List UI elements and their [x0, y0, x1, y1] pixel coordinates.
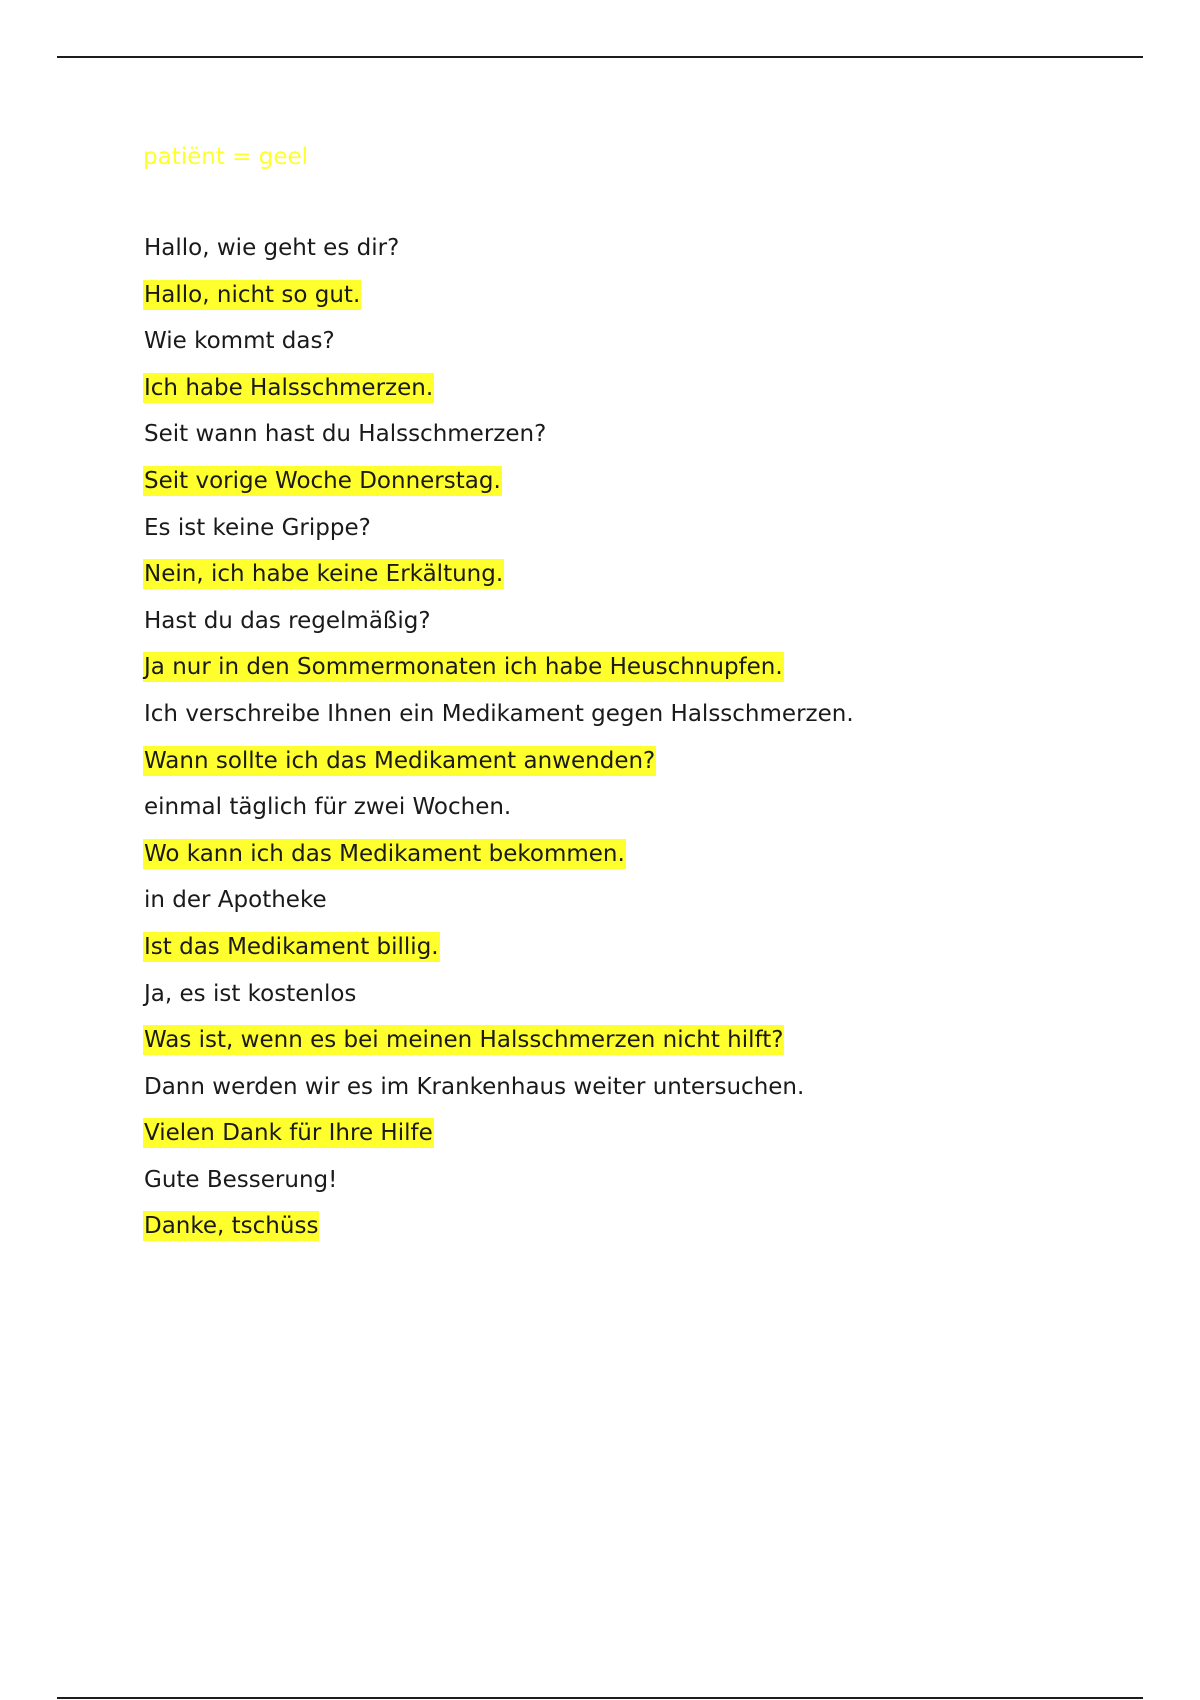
dialogue-text: Nein, ich habe keine Erkältung.: [144, 561, 504, 588]
dialogue-line: [143, 792, 855, 839]
dialogue-line: [143, 1025, 855, 1072]
dialogue-text: Wo kann ich das Medikament bekommen.: [144, 840, 625, 867]
dialogue-line: [143, 466, 855, 513]
dialogue-text: Seit vorige Woche Donnerstag.: [144, 467, 501, 494]
dialogue-line: [143, 326, 855, 373]
dialogue-text: einmal täglich für zwei Wochen.: [144, 794, 512, 821]
dialogue-text: Seit wann hast du Halsschmerzen?: [144, 421, 547, 448]
dialogue-text: Es ist keine Grippe?: [144, 514, 371, 541]
bottom-rule: [57, 1697, 1143, 1699]
dialogue-line: [143, 1072, 855, 1119]
dialogue-line: [143, 839, 855, 886]
dialogue-line: [143, 280, 855, 327]
dialogue-line: [143, 885, 855, 932]
dialogue-text: Ich habe Halsschmerzen.: [144, 374, 434, 401]
dialogue-text: Vielen Dank für Ihre Hilfe: [144, 1120, 433, 1147]
dialogue-line: [143, 746, 855, 793]
dialogue-line: [143, 233, 855, 280]
dialogue-text: Ist das Medikament billig.: [144, 933, 439, 960]
dialogue-list: [143, 233, 855, 1258]
dialogue-line: [143, 559, 855, 606]
dialogue-line: [143, 1211, 855, 1258]
dialogue-text: Wie kommt das?: [144, 328, 335, 355]
dialogue-text: Hallo, nicht so gut.: [144, 281, 361, 308]
dialogue-line: [143, 699, 855, 746]
dialogue-line: [143, 419, 855, 466]
dialogue-text: Ja nur in den Sommermonaten ich habe Heuschnupfen.: [144, 654, 783, 681]
dialogue-text: in der Apotheke: [144, 887, 327, 914]
dialogue-text: Was ist, wenn es bei meinen Halsschmerzen nicht hilft?: [144, 1027, 784, 1054]
dialogue-line: [143, 1165, 855, 1212]
dialogue-line: [143, 979, 855, 1026]
dialogue-line: [143, 373, 855, 420]
dialogue-text: Wann sollte ich das Medikament anwenden?: [144, 747, 656, 774]
dialogue-text: Hallo, wie geht es dir?: [144, 235, 400, 261]
dialogue-text: Dann werden wir es im Krankenhaus weiter untersuchen.: [144, 1073, 805, 1100]
color-legend: patiënt = geel: [143, 144, 309, 170]
top-rule: [57, 56, 1143, 58]
dialogue-text: Hast du das regelmäßig?: [144, 607, 431, 634]
dialogue-line: [143, 606, 855, 653]
dialogue-text: Danke, tschüss: [144, 1213, 319, 1240]
dialogue-text: Ich verschreibe Ihnen ein Medikament gegen Halsschmerzen.: [144, 700, 854, 727]
dialogue-line: [143, 652, 855, 699]
dialogue-text: Ja, es ist kostenlos: [144, 980, 357, 1007]
dialogue-text: Gute Besserung!: [144, 1166, 338, 1193]
dialogue-line: [143, 932, 855, 979]
dialogue-line: [143, 513, 855, 560]
dialogue-line: [143, 1118, 855, 1165]
